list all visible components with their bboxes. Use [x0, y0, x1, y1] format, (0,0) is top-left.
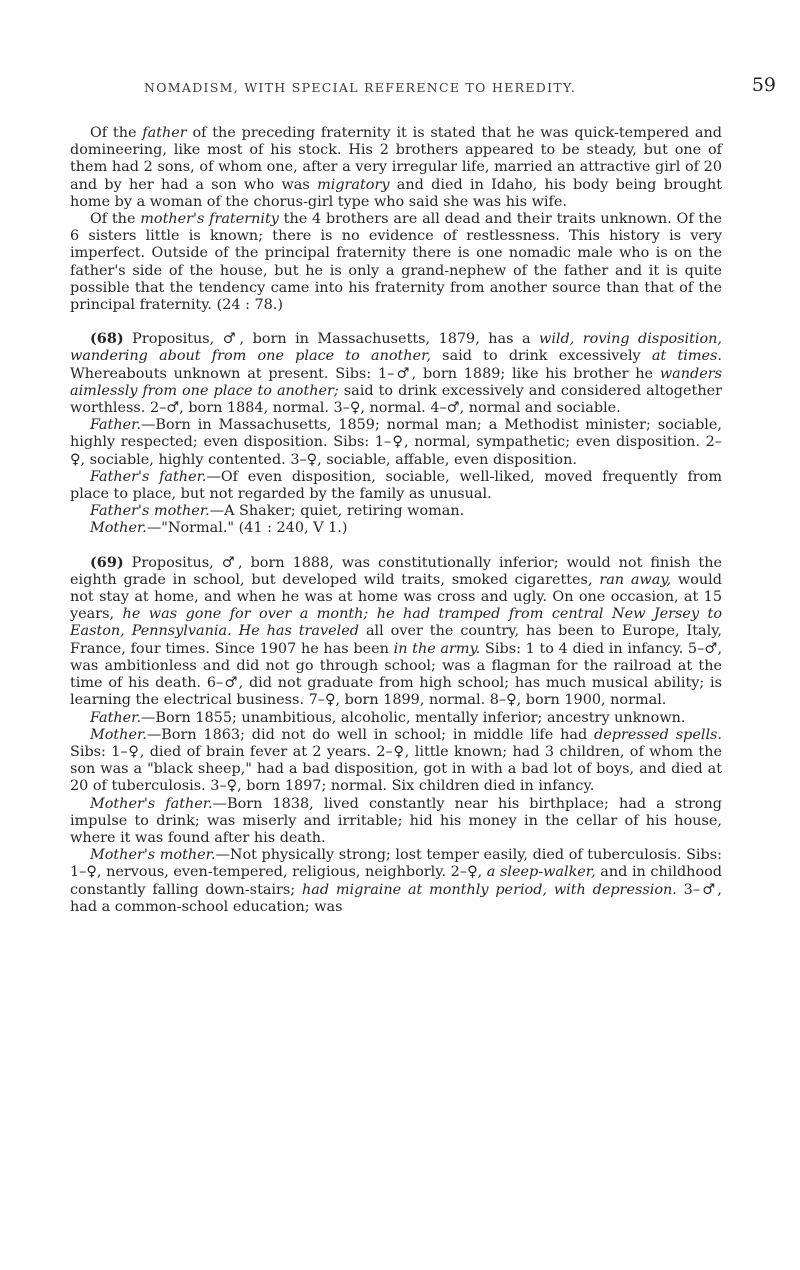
- italic-text: Mother.: [90, 726, 147, 743]
- paragraph: [70, 727, 722, 796]
- text-run: Of the: [90, 125, 143, 141]
- italic-text: migratory: [317, 176, 390, 193]
- paragraph: [70, 469, 722, 503]
- text-run: Whereabouts unknown at present. Sibs: 1–♂, born 1889; like his brother he: [70, 365, 660, 382]
- text-run: and died in Idaho, his body being brought home by a woman of the chorus-girl type who said she was his wife.: [70, 176, 722, 210]
- italic-text: depressed spells.: [594, 726, 723, 743]
- text-run: —Born 1855; unambitious, alcoholic, mentally inferior; ancestry unknown.: [141, 709, 686, 726]
- italic-text: Father.: [90, 417, 142, 434]
- page-number: 59: [751, 74, 776, 96]
- text-run: the 4 brothers are all dead and their traits unknown. Of the 6 sisters little is known; there is no evidence of restlessness. This history is very imperfect. Outside of the principal fraternity there is one nomadic male who is on the father's side of the house, but he is only a grand-nephew of the father and it is quite possible that the tendency came into his fraternity from another source than that of the principal fraternity. (24 : 78.): [70, 211, 722, 314]
- italic-text: mother's fraternity: [140, 211, 279, 228]
- paragraph: [70, 520, 722, 537]
- page-header: [96, 74, 776, 104]
- italic-text: Mother's father.: [90, 795, 213, 812]
- italic-text: Father's mother.: [90, 503, 210, 520]
- italic-text: ran away,: [599, 571, 672, 588]
- paragraph: [70, 125, 722, 211]
- italic-text: in the army.: [393, 640, 481, 657]
- italic-text: at times.: [651, 348, 722, 365]
- text-run: —Of even disposition, sociable, well-liked, moved frequently from place to place, but not regarded by the family as unusual.: [70, 468, 722, 503]
- text-run: —"Normal." (41 : 240, V 1.): [146, 520, 348, 537]
- paragraph: [70, 710, 722, 727]
- case-number: (69): [90, 553, 124, 571]
- italic-text: Mother.: [90, 520, 147, 537]
- text-run: and in childhood constantly falling down-stairs;: [70, 864, 722, 898]
- text-run: —Born 1838, lived constantly near his birthplace; had a strong impulse to drink; was miserly and irritable; hid his money in the cellar of his house, where it was found after his death.: [70, 795, 723, 846]
- text-run: Sibs: 1 to 4 died in infancy. 5–♂, was ambitionless and did not go through school; was a flagman for the railroad at the time of his death. 6–♂, did not graduate from high school; has much musical ability; is learning the electrical business. 7–♀, born 1899, normal. 8–♀, born 1900, normal.: [70, 640, 723, 709]
- text-run: of the preceding fraternity it is stated that he was quick-tempered and domineering, like most of his stock. His 2 brothers appeared to be steady, but one of them had 2 sons, of whom one, after a very irregular life, married an attractive girl of 20 and by her had a son who was: [70, 125, 722, 193]
- italic-text: he was gone for over a month; he had tramped from central New Jersey to Easton, Pennsylvania. He has traveled: [70, 606, 723, 640]
- text-run: would not stay at home, and when he was at home was cross and ugly. On one occasion, at 15 years,: [70, 571, 722, 623]
- text-run: Propositus, ♂, born in Massachusetts, 1879, has a: [123, 331, 540, 348]
- italic-text: Father.: [90, 709, 142, 726]
- text-run: said to drink excessively and considered altogether worthless. 2–♂, born 1884, normal. 3–♀, normal. 4–♂, normal and sociable.: [70, 382, 722, 417]
- italic-text: father: [142, 125, 187, 141]
- text-run: 3–♂, had a common-school education; was: [70, 881, 722, 915]
- text-run: —Born 1863; did not do well in school; in middle life had: [146, 726, 595, 743]
- text-run: —A Shaker; quiet, retiring woman.: [209, 503, 465, 520]
- italic-text: wanders aimlessly from one place to another;: [70, 365, 722, 399]
- case-entry-paragraph: [70, 330, 722, 417]
- paragraph: [70, 503, 722, 520]
- text-run: Of the: [90, 211, 141, 228]
- text-run: —Born in Massachusetts, 1859; normal man; a Methodist minister; sociable, highly respected; even disposition. Sibs: 1–♀, normal, sympathetic; even disposition. 2–♀, sociable, highly contented. 3–♀, sociable, affable, even disposition.: [70, 417, 722, 468]
- paragraph: [70, 211, 722, 314]
- italic-text: wild, roving disposition, wandering about from one place to another,: [70, 331, 722, 365]
- paragraph: [70, 417, 722, 469]
- italic-text: a sleep-walker,: [486, 864, 596, 881]
- italic-text: Father's father.: [90, 468, 207, 485]
- paragraph: [70, 796, 722, 848]
- case-entry-paragraph: [70, 554, 722, 710]
- text-run: Propositus, ♂, born 1888, was constitutionally inferior; would not finish the eighth grade in school, but developed wild traits, smoked cigarettes,: [70, 554, 722, 588]
- case-number: (68): [90, 330, 124, 348]
- text-run: said to drink excessively: [430, 348, 652, 365]
- italic-text: Mother's mother.: [90, 847, 216, 864]
- italic-text: had migraine at monthly period, with depression.: [301, 881, 677, 898]
- text-run: all over the country, has been to Europe, Italy, France, four times. Since 1907 he has been: [70, 623, 722, 657]
- text-run: Sibs: 1–♀, died of brain fever at 2 years. 2–♀, little known; had 3 children, of whom the son was a "black sheep," had a bad disposition, got in with a bad lot of boys, and died at 20 of tuberculosis. 3–♀, born 1897; normal. Six children died in infancy.: [70, 743, 722, 795]
- paragraph: [70, 847, 722, 916]
- page-body: [70, 125, 722, 916]
- running-head: NOMADISM, WITH SPECIAL REFERENCE TO HEREDITY.: [144, 80, 577, 95]
- text-run: —Not physically strong; lost temper easily, died of tuberculosis. Sibs: 1–♀, nervous, even-tempered, religious, neighborly. 2–♀,: [70, 847, 722, 881]
